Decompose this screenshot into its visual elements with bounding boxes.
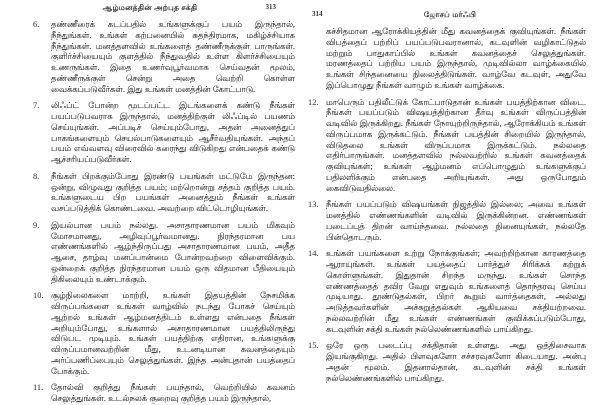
left-running-title: ஆழ்மனத்தின் அற்புத சக்தி [102,3,198,12]
item-text: தோல்வி குறித்து நீங்கள் பயந்தால், வெற்றியில் கவனம் செலுத்துங்கள். உடல்நலக் குறைவு குறித்த பயம் இருந்தால், [51,383,295,403]
continuation-paragraph [308,27,586,92]
left-page-header [0,3,300,15]
item-number: 14. [308,249,319,259]
list-item-11 [33,383,295,405]
item-number: 9. [33,220,40,230]
continuation-text: கச்சிதமான ஆரோக்கியத்தின் மீது கவனத்தைக் குவியுங்கள். நீங்கள் விபத்தைப் பற்றிப் பயப்படுபவரானால், கடவுளின் வழிகாட்டுதல் மற்றும் பாதுகாப்பில் உங்கள் கவனத்தைச் செலுத்துங்கள். மரணத்தைப் பற்றிய பயம் இருந்தால், முடிவில்லா வாழ்க்கையில் உங்கள் சிந்தனையை நிலைத்திடுங்கள். வாழ்வே கடவுள், அதுவே இப்பொழுது நீங்கள் வாழும் உங்கள் வாழ்க்கை. [326,27,586,90]
page-right [300,0,600,400]
list-item-15 [308,341,586,384]
item-text: மாபெரும் பதிலீட்டுக் கோட்பாடுதான் உங்கள் பயத்திற்கான விடை. நீங்கள் பயப்படும் விஷயத்திற்கான தீர்வு உங்கள் விருப்பத்தின் வடிவில் இருக்கிறது. நீங்கள் நோயுற்றிருந்தால், ஆரோக்கியம் உங்கள் விருப்பமாக இருக்கட்டும். நீங்கள் பயத்தின் சிறையில் இருந்தால், விடுதலை உங்கள் விருப்பமாக இருக்கட்டும். நல்லதை எதிர்பாருங்கள். மனத்தளவில் நல்லவற்றில் உங்கள் கவனத்தைக் குவியுங்கள்; உங்கள் ஆழ்மனம் எப்பொழுதும் உங்களுக்குப் பதிலளிக்கும் என்பதை அறியுங்கள். அது ஒருபோதும் கைவிடுவதில்லை. [326,97,586,193]
continuation-indent [308,27,326,92]
left-page-body [0,20,300,405]
list-item-8 [33,172,295,215]
right-page-body [300,27,600,384]
item-number: 6. [33,20,40,29]
item-number: 11. [33,383,44,393]
item-number: 10. [33,291,44,301]
item-text: நீங்கள் பயப்படும் விஷயங்கள் நிஜத்தில் இல்லை; அவை உங்கள் மனத்தில் எண்ணங்களின் வடிவில் இருக்கின்றன. எண்ணங்கள் படைப்புத் திறன் வாய்ந்தவை. நல்லதை நினையுங்கள், நல்லதே பின்தொடரும். [326,200,586,242]
item-text: நீங்கள் பிறக்கும்போது இரண்டு பயங்கள் மட்டுமே இருந்தன: ஒன்று, விழுவது குறித்த பயம்; மற்றொன்று சத்தம் குறித்த பயம். உங்களுடைய பிற பயங்கள் அனைத்தும் நீங்கள் உங்கள் வசப்படுத்திக் கொண்டவை. அவற்றை விட்டொழியுங்கள். [51,171,295,213]
left-page-number: 313 [265,3,276,11]
item-text: இயல்பான பயம் நல்லது. அசாதாரணமான பயம் மிகவும் மோசமானது, அழிவுப்பூர்வமானது. நிரந்தரமான பய எண்ணங்களில் ஆழ்ந்திருப்பது அசாதாரணமான பயம், அதீத ஆசை, தாழ்வு மனப்பான்மை போன்றவற்றை விளைவிக்கும். ஒன்றைக் குறித்த நிரந்தரமான பயம் ஒரு விதமான பீதியையும் திகிலையும் உண்டாக்கும். [51,220,295,284]
page-left [0,0,300,403]
list-item-13 [308,200,586,243]
item-number: 7. [33,101,40,111]
list-item-9 [33,221,295,286]
item-number: 15. [308,341,319,351]
item-text: தண்ணீரைக் கடப்பதில் உங்களுக்குப் பயம் இருந்தால், நீந்துங்கள். உங்கள் கற்பனையில் சுதந்திரமாக, மகிழ்ச்சியாக நீந்துங்கள். மனத்தளவில் உங்களைத் தண்ணீருக்குள் பாருங்கள். குளிர்ச்சியையும் குளத்தில் நீந்துவதில் உள்ள கிளர்ச்சியையும் உணருங்கள். இதை உணர்வுபூர்வமாக செய்வதன் மூலம், தண்ணீருக்குள் சென்று அதை வெற்றி கொள்ள வைக்கப்படுவீர்கள். இது உங்கள் மனத்தின் கோட்பாடு. [51,20,295,94]
list-item-10 [33,291,295,377]
list-item-6 [33,20,295,95]
item-text: லிஃப்ட் போன்ற மூடப்பட்ட இடங்களைக் கண்டு நீங்கள் பயப்படுபவராக இருந்தால், மனத்திற்குள் லிஃப்டில் பயணம் செய்யுங்கள். அப்படிச் செய்யும்போது, அதன் அனைத்துப் பாகங்களையும் செயல்பாடுகளையும் ஆசீர்வதியுங்கள். அந்தப் பயம் எவ்வளவு விரைவில் கரைந்து விடுகிறது என்பதைக் கண்டு ஆச்சரியப்படுவீர்கள். [51,101,295,164]
right-page-header [300,10,600,22]
item-number: 8. [33,171,40,181]
item-number: 13. [308,200,319,210]
list-item-14 [308,249,586,335]
right-page-number: 314 [312,10,323,18]
item-number: 12. [308,97,319,107]
item-text: ஒரே ஒரு படைப்பு சக்திதான் உள்ளது. அது ஒத்திசைவாக இயங்குகிறது. அதில் பிளவுகளோ சச்சரவுகளோ கிடையாது. அன்பு அதன் மூலம். இதனால்தான், கடவுளின் சக்தி உங்கள் நல்லெண்ணங்களில் பாய்கிறது. [326,341,586,383]
item-text: சூழ்நிலைகளை மாற்றி, உங்கள் இதயத்தின் நேசமிக்க விருப்பங்களை உங்கள் வாழ்வில் நடந்து போகச் செய்யும் ஆற்றல் உங்கள் ஆழ்மனத்திடம் உள்ளது என்பதை நீங்கள் அறியும்போது, உங்களால் அசாதாரணமான பயத்திலிருந்து விடுபட முடியும். உங்கள் பயத்திற்கு எதிரான, உங்களுக்கு விருப்பமானவற்றின் மீது, உடனடியான கவனத்தையும் அர்ப்பணிப்பையும் செலுத்துங்கள். இந்த அன்புதான் பயத்தைப் போக்கும். [51,291,295,376]
right-running-title: ஜோசப் மர்ஃபி [423,10,477,19]
list-item-12 [308,98,586,195]
item-text: உங்கள் பயங்களை உற்று நோக்குங்கள்; அவற்றிற்கான காரணத்தை ஆராயுங்கள். உங்கள் பயத்தைப் பார்த்துச் சிரிக்கக் கற்றுக் கொள்ளுங்கள். இதுதான் சிறந்த மருந்து. உங்கள் சொந்த எண்ணத்தைத் தவிர வேறு எதுவும் உங்களைத் தொந்தரவு செய்ய முடியாது. தூண்டுதல்கள், பிறர் கூறும் வார்த்தைகள், அல்லது அடுத்தவர்களின் அச்சுறுத்தல்கள் ஆகியவை சக்தியற்றவை. நல்லவற்றின் மீது உங்கள் எண்ணங்கள் குவிக்கப்படும்போது, கடவுளின் சக்தி உங்கள் நல்லெண்ணங்களில் பாய்கிறது. [326,249,586,334]
list-item-7 [33,101,295,166]
